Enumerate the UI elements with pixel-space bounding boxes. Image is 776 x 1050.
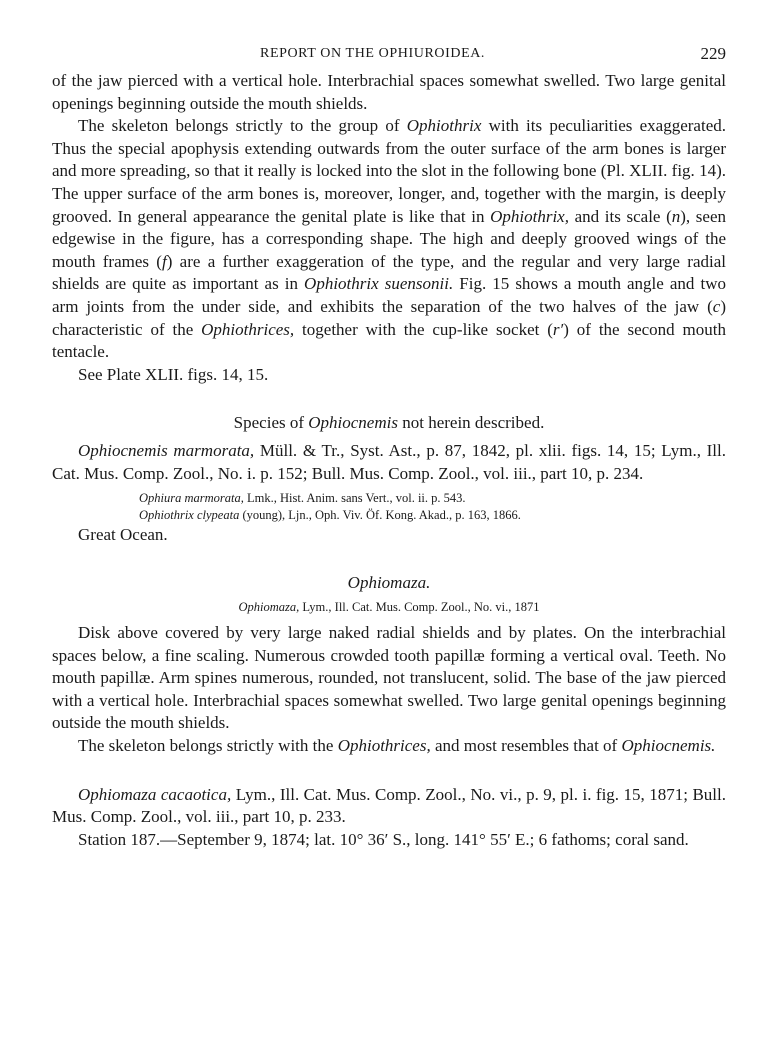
running-title: REPORT ON THE OPHIUROIDEA. <box>260 46 486 61</box>
paragraph-genus-description: Disk above covered by very large naked radial shields and by plates. On the interbrachial spaces below, a fine scaling. Numerous crowded tooth papillæ forming a vertical oval. Teeth. No mouth papillæ. Arm spines numerous, rounded, not translucent, solid. The base of the jaw pierced with a vertical hole. Interbrachial spaces somewhat swelled. Two large genital openings beginning outside the mouth shields. <box>52 623 726 733</box>
page-number: 229 <box>700 44 726 63</box>
species-heading: Species of Ophiocnemis not herein described. <box>233 413 545 433</box>
paragraph-skeleton: The skeleton belongs strictly to the group of Ophiothrix with its peculiarities exaggerated. Thus the special apophysis extending outwards from the outer surface of the arm bones is larger and more spreading, so that it really is locked into the slot in the following bone (Pl. XLII. fig. 14). The upper surface of the arm bones is, moreover, longer, and, together with the margin, is deeply grooved. In general appearance the genital plate is like that in Ophiothrix, and its scale (n), seen edgewise in the figure, has a corresponding shape. The high and deeply grooved wings of the mouth frames (f) are a further exaggeration of the type, and the regular and very large radial shields are quite as important as in Ophiothrix suensonii. Fig. 15 shows a mouth angle and two arm joints from the under side, and exhibits the separation of the two halves of the jaw (c) characteristic of the Ophiothrices, together with the cup-like socket (r′) of the second mouth tentacle. <box>52 116 726 362</box>
running-header <box>52 44 726 70</box>
synonym-line: Ophiothrix clypeata (young), Ljn., Oph. Viv. Öf. Kong. Akad., p. 163, 1866. <box>139 507 521 522</box>
genus-heading: Ophiomaza. <box>347 573 431 593</box>
station-record: Station 187.—September 9, 1874; lat. 10° 36′ S., long. 141° 55′ E.; 6 fathoms; coral sand. <box>78 829 689 849</box>
species-entry-marmorata: Ophiocnemis marmorata, Müll. & Tr., Syst. Ast., p. 87, 1842, pl. xlii. figs. 14, 15; Lym., Ill. Cat. Mus. Comp. Zool., No. i. p. 152; Bull. Mus. Comp. Zool., vol. iii., part 10, p. 234. <box>52 441 726 483</box>
paragraph-jaw-description: of the jaw pierced with a vertical hole. Interbrachial spaces somewhat swelled. Two large genital openings beginning outside the mouth shields. <box>52 71 726 113</box>
locality: Great Ocean. <box>78 524 168 544</box>
species-entry-cacaotica: Ophiomaza cacaotica, Lym., Ill. Cat. Mus. Comp. Zool., No. vi., p. 9, pl. i. fig. 15, 1871; Bull. Mus. Comp. Zool., vol. iii., part 10, p. 233. <box>52 784 727 827</box>
genus-reference: Ophiomaza, Lym., Ill. Cat. Mus. Comp. Zool., No. vi., 1871 <box>238 600 540 615</box>
paragraph-genus-skeleton: The skeleton belongs strictly with the Ophiothrices, and most resembles that of Ophiocnemis. <box>78 736 716 756</box>
synonym-line: Ophiura marmorata, Lmk., Hist. Anim. sans Vert., vol. ii. p. 543. <box>139 490 466 505</box>
plate-reference: See Plate XLII. figs. 14, 15. <box>78 364 269 384</box>
page-content <box>52 44 726 851</box>
